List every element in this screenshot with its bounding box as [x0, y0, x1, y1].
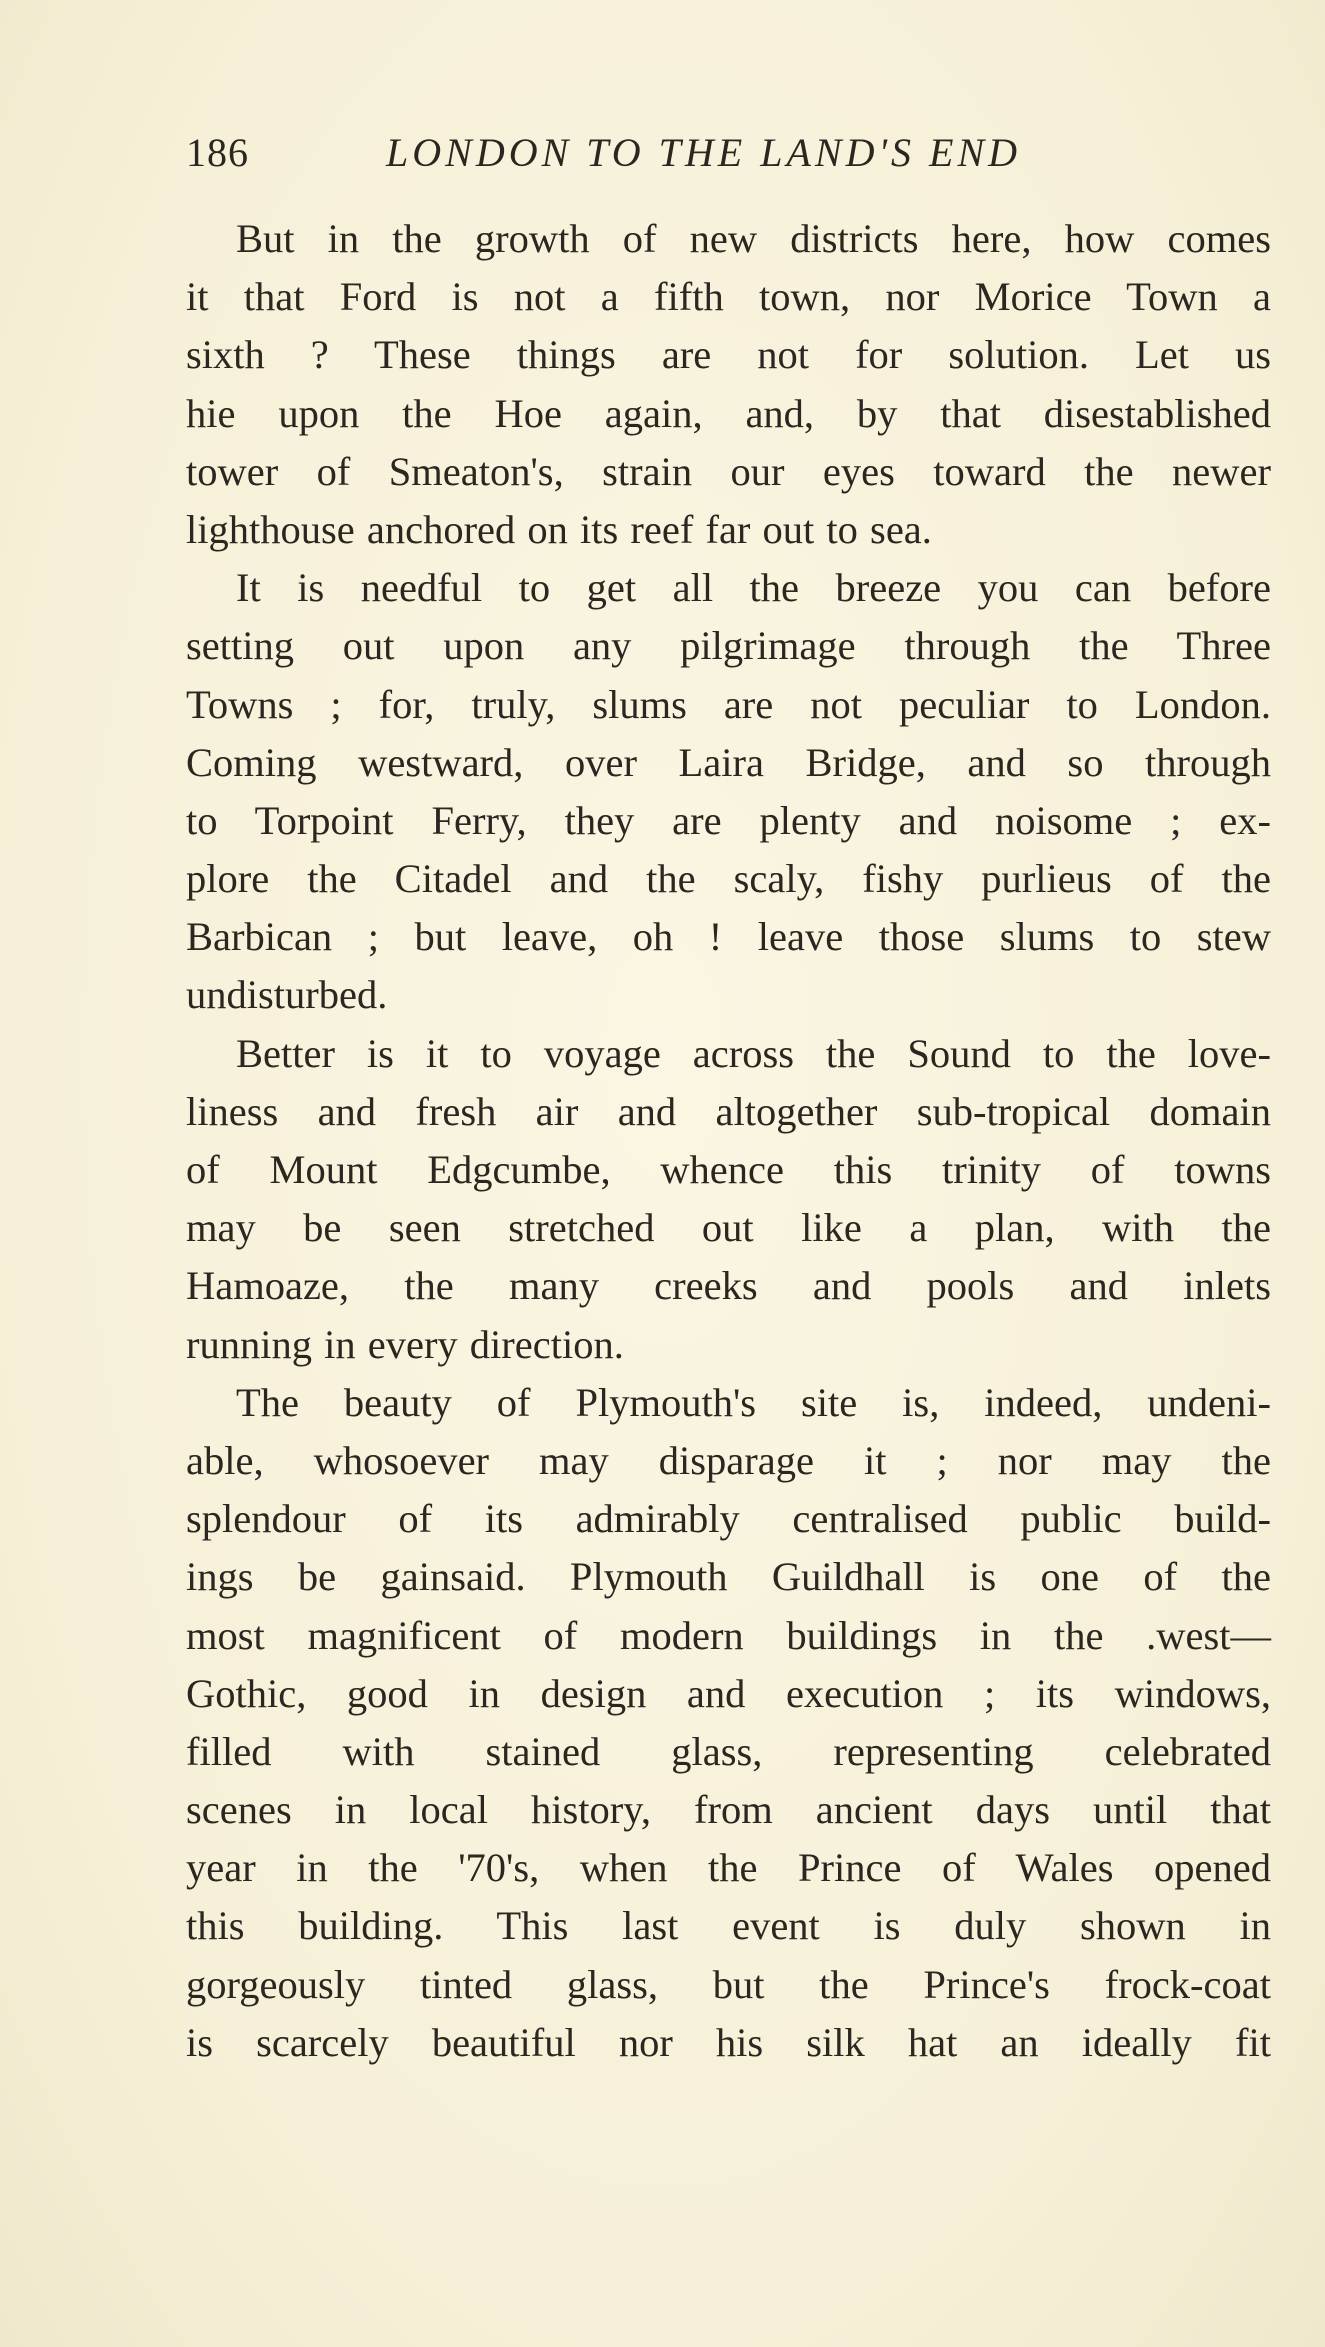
- text-line: to Torpoint Ferry, they are plenty and noisome ; ex-: [186, 797, 1271, 843]
- text-line: ings be gainsaid. Plymouth Guildhall is one of the: [186, 1554, 1271, 1600]
- text-line: scenes in local history, from ancient days until that: [186, 1787, 1271, 1833]
- text-line: Gothic, good in design and execution ; its windows,: [186, 1670, 1271, 1716]
- text-line: plore the Citadel and the scaly, fishy purlieus of the: [186, 856, 1271, 902]
- text-line: is scarcely beautiful nor his silk hat an ideally fit: [186, 2019, 1271, 2065]
- text-line: Better is it to voyage across the Sound to the love-: [236, 1030, 1271, 1076]
- text-line: sixth ? These things are not for solution. Let us: [186, 332, 1271, 378]
- text-line: Towns ; for, truly, slums are not peculiar to London.: [186, 681, 1271, 727]
- text-line: liness and fresh air and altogether sub-tropical domain: [186, 1088, 1271, 1134]
- text-line: undisturbed.: [186, 972, 388, 1018]
- text-line: But in the growth of new districts here, how comes: [236, 216, 1271, 261]
- text-line: of Mount Edgcumbe, whence this trinity of towns: [186, 1147, 1271, 1192]
- text-line: it that Ford is not a fifth town, nor Morice Town a: [186, 274, 1271, 320]
- text-line: Hamoaze, the many creeks and pools and inlets: [186, 1263, 1271, 1309]
- body-text: [186, 210, 1271, 2072]
- text-line: most magnificent of modern buildings in the .west—: [186, 1612, 1271, 1658]
- text-line: may be seen stretched out like a plan, with the: [186, 1205, 1271, 1251]
- text-line: tower of Smeaton's, strain our eyes toward the newer: [186, 448, 1271, 494]
- text-line: splendour of its admirably centralised public build-: [186, 1496, 1271, 1542]
- text-line: Coming westward, over Laira Bridge, and so through: [186, 739, 1271, 785]
- text-line: Barbican ; but leave, oh ! leave those slums to stew: [186, 914, 1271, 960]
- text-line: It is needful to get all the breeze you can before: [236, 565, 1271, 611]
- page-number: 186: [186, 130, 249, 175]
- text-line: able, whosoever may disparage it ; nor may the: [186, 1437, 1271, 1483]
- text-line: filled with stained glass, representing celebrated: [186, 1728, 1271, 1774]
- text-line: lighthouse anchored on its reef far out to sea.: [186, 506, 932, 552]
- text-line: this building. This last event is duly shown in: [186, 1903, 1271, 1949]
- running-head: LONDON TO THE LAND'S END: [386, 130, 1022, 175]
- text-line: hie upon the Hoe again, and, by that disestablished: [186, 390, 1271, 436]
- page-header: [186, 128, 1086, 178]
- text-line: year in the '70's, when the Prince of Wales opened: [186, 1845, 1271, 1891]
- text-line: The beauty of Plymouth's site is, indeed, undeni-: [236, 1379, 1271, 1425]
- text-line: running in every direction.: [186, 1321, 624, 1367]
- text-line: setting out upon any pilgrimage through the Three: [186, 623, 1271, 669]
- text-line: gorgeously tinted glass, but the Prince's frock-coat: [186, 1961, 1271, 2007]
